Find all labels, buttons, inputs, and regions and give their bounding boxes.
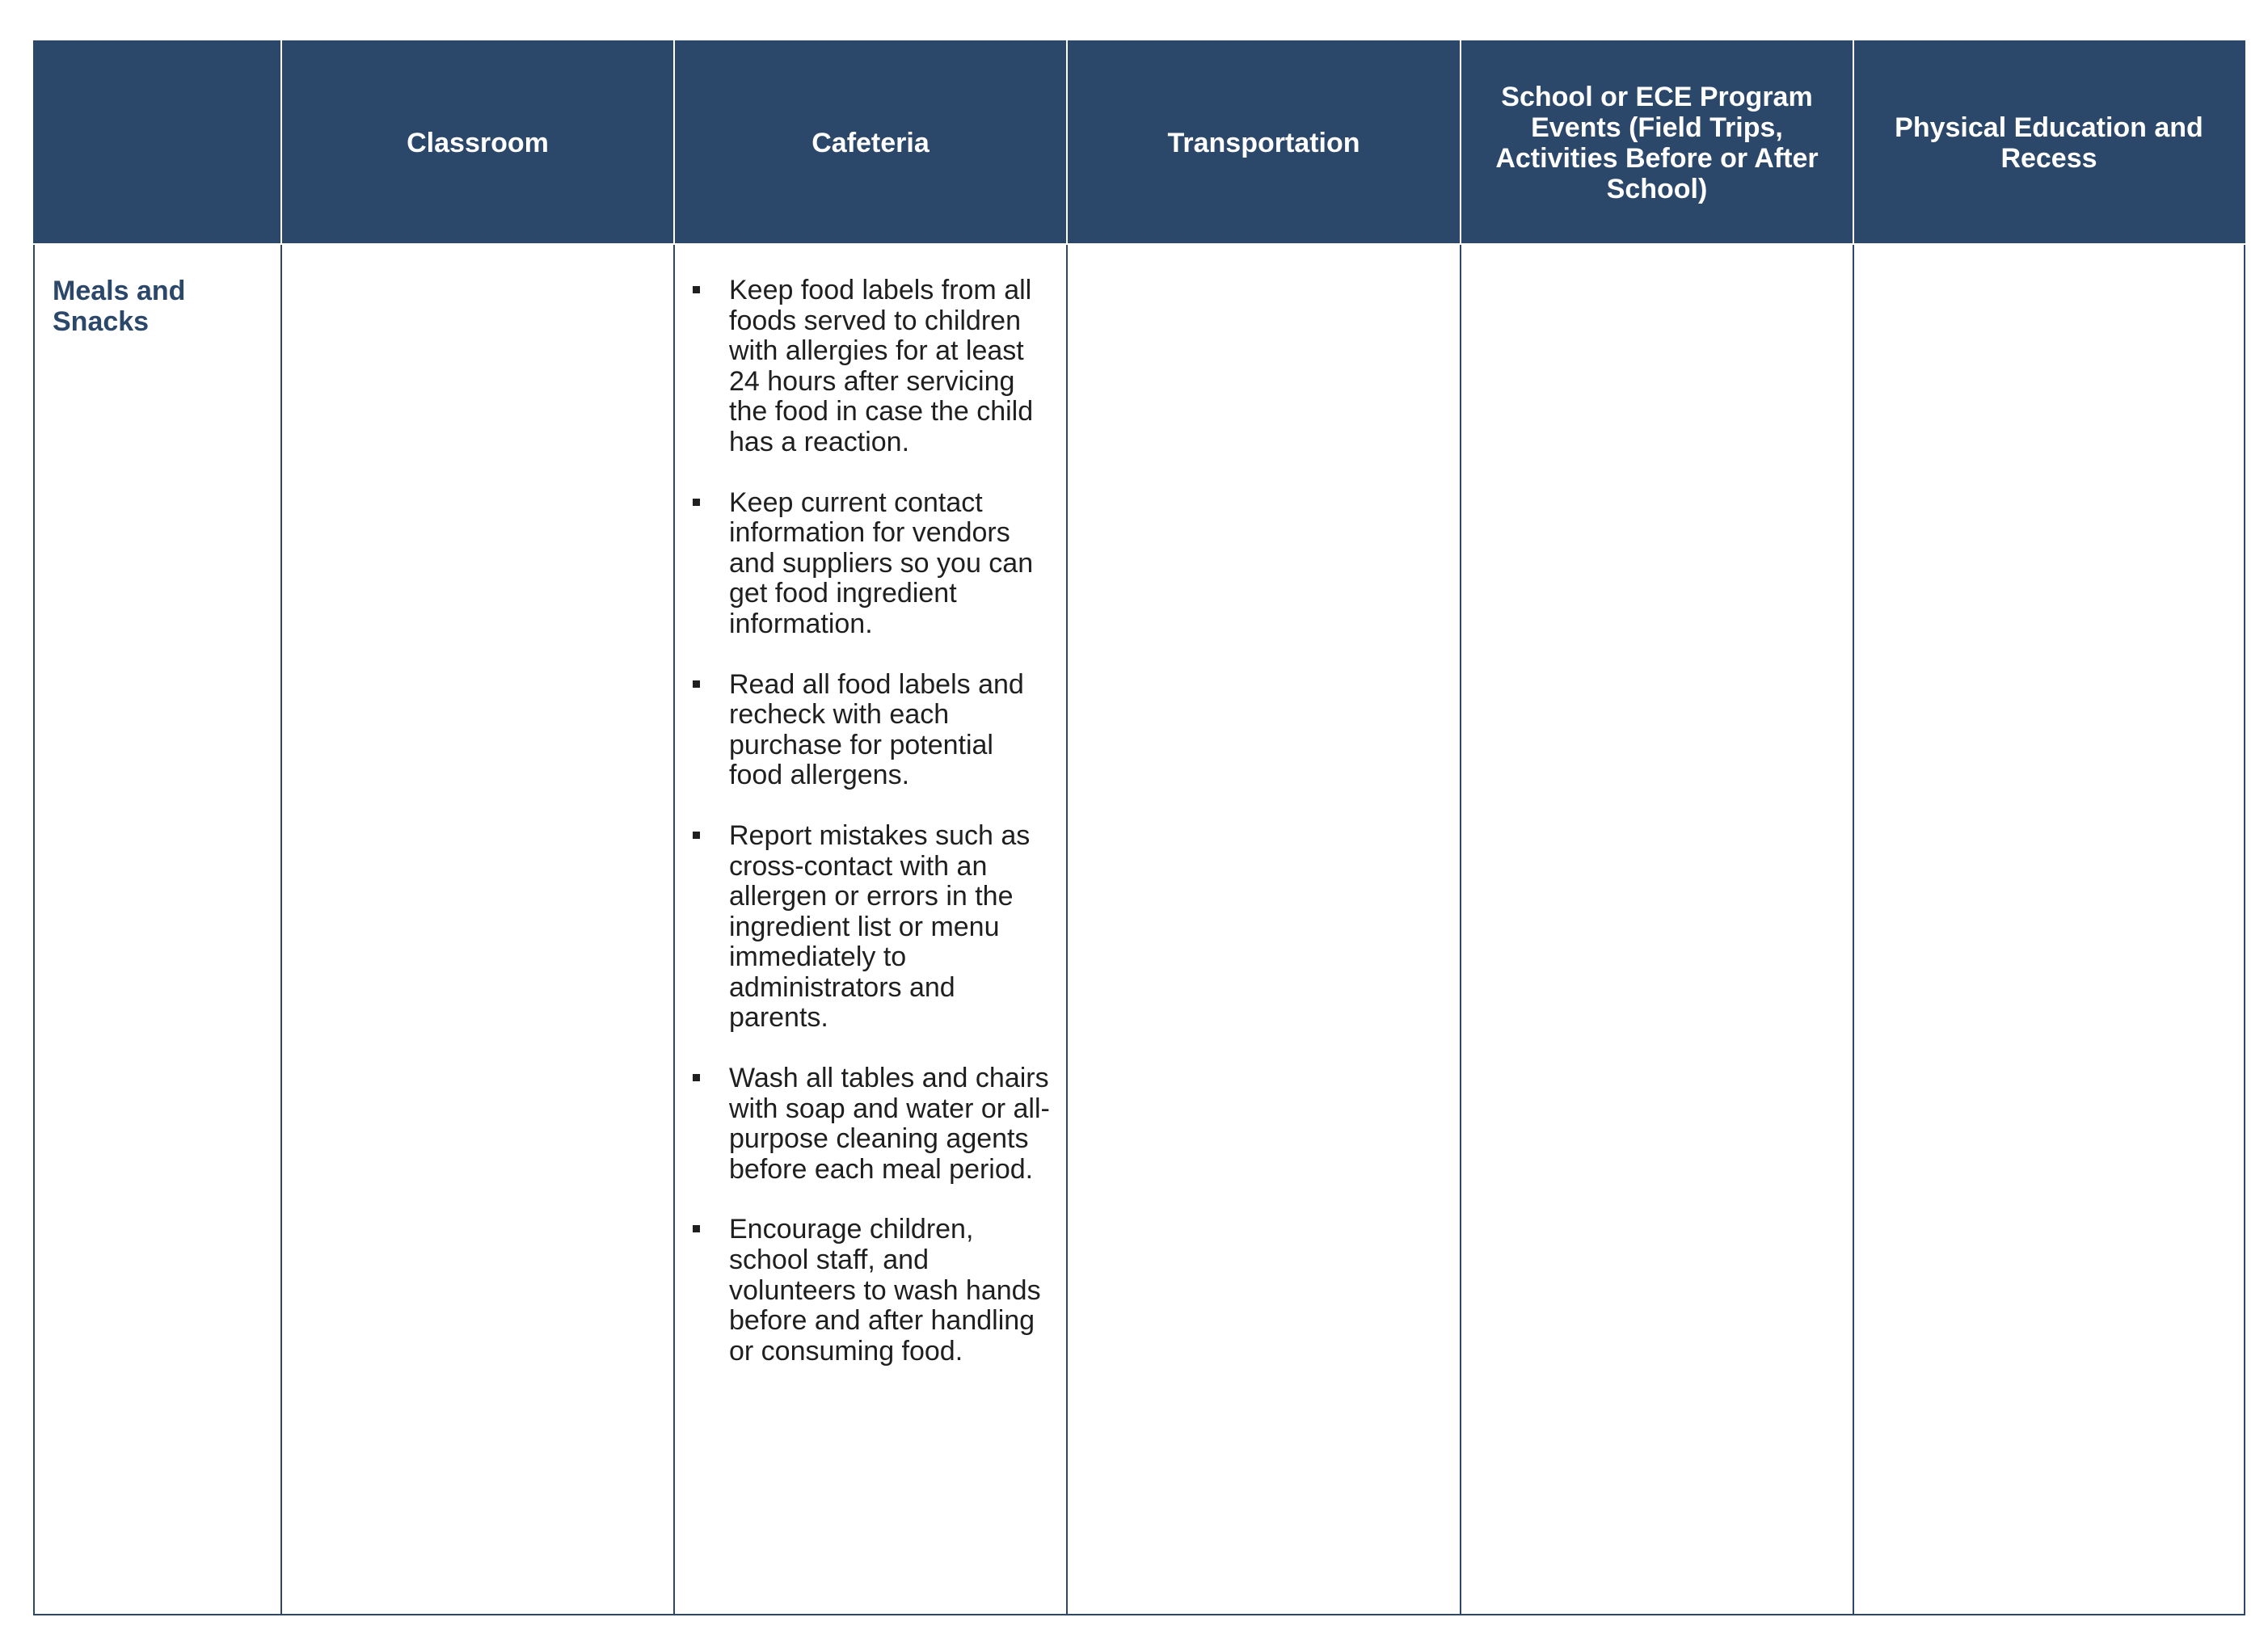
header-cafeteria: Cafeteria [674,41,1067,244]
cell-school-events [1461,244,1853,1615]
cafeteria-bullet-list [675,245,1066,1367]
list-item [693,670,1050,791]
list-item-text: Report mistakes such as cross-contact with an allergen or errors in the ingredient list or menu immediately to administrators and parents. [729,819,1031,1034]
cell-physical-education [1853,244,2245,1615]
cell-classroom [281,244,674,1615]
list-item [693,1064,1050,1185]
header-corner [34,41,281,244]
list-item [693,488,1050,640]
list-item [693,1215,1050,1367]
header-physical-education: Physical Education and Recess [1853,41,2245,244]
square-bullet-icon [693,680,700,688]
list-item [693,821,1050,1034]
cell-transportation [1067,244,1461,1615]
cell-cafeteria [674,244,1067,1615]
guidelines-table [33,40,2245,1615]
square-bullet-icon [693,286,700,293]
list-item-text: Wash all tables and chairs with soap and water or all-purpose cleaning agents before each meal period. [729,1063,1050,1185]
list-item-text: Keep current contact information for vendors and suppliers so you can get food ingredient information. [729,486,1034,639]
header-transportation: Transportation [1067,41,1461,244]
list-item-text: Keep food labels from all foods served to children with allergies for at least 24 hours after servicing the food in case the child has a reaction. [729,275,1034,457]
square-bullet-icon [693,832,700,839]
square-bullet-icon [693,1225,700,1232]
list-item-text: Encourage children, school staff, and volunteers to wash hands before and after handling or consuming food. [729,1214,1041,1367]
header-row [34,41,2245,244]
row-label-meals-snacks: Meals and Snacks [34,244,281,1615]
table-row [34,244,2245,1615]
square-bullet-icon [693,499,700,506]
header-school-events: School or ECE Program Events (Field Trips, Activities Before or After School) [1461,41,1853,244]
header-classroom: Classroom [281,41,674,244]
list-item [693,276,1050,458]
list-item-text: Read all food labels and recheck with each purchase for potential food allergens. [729,668,1024,791]
square-bullet-icon [693,1074,700,1081]
